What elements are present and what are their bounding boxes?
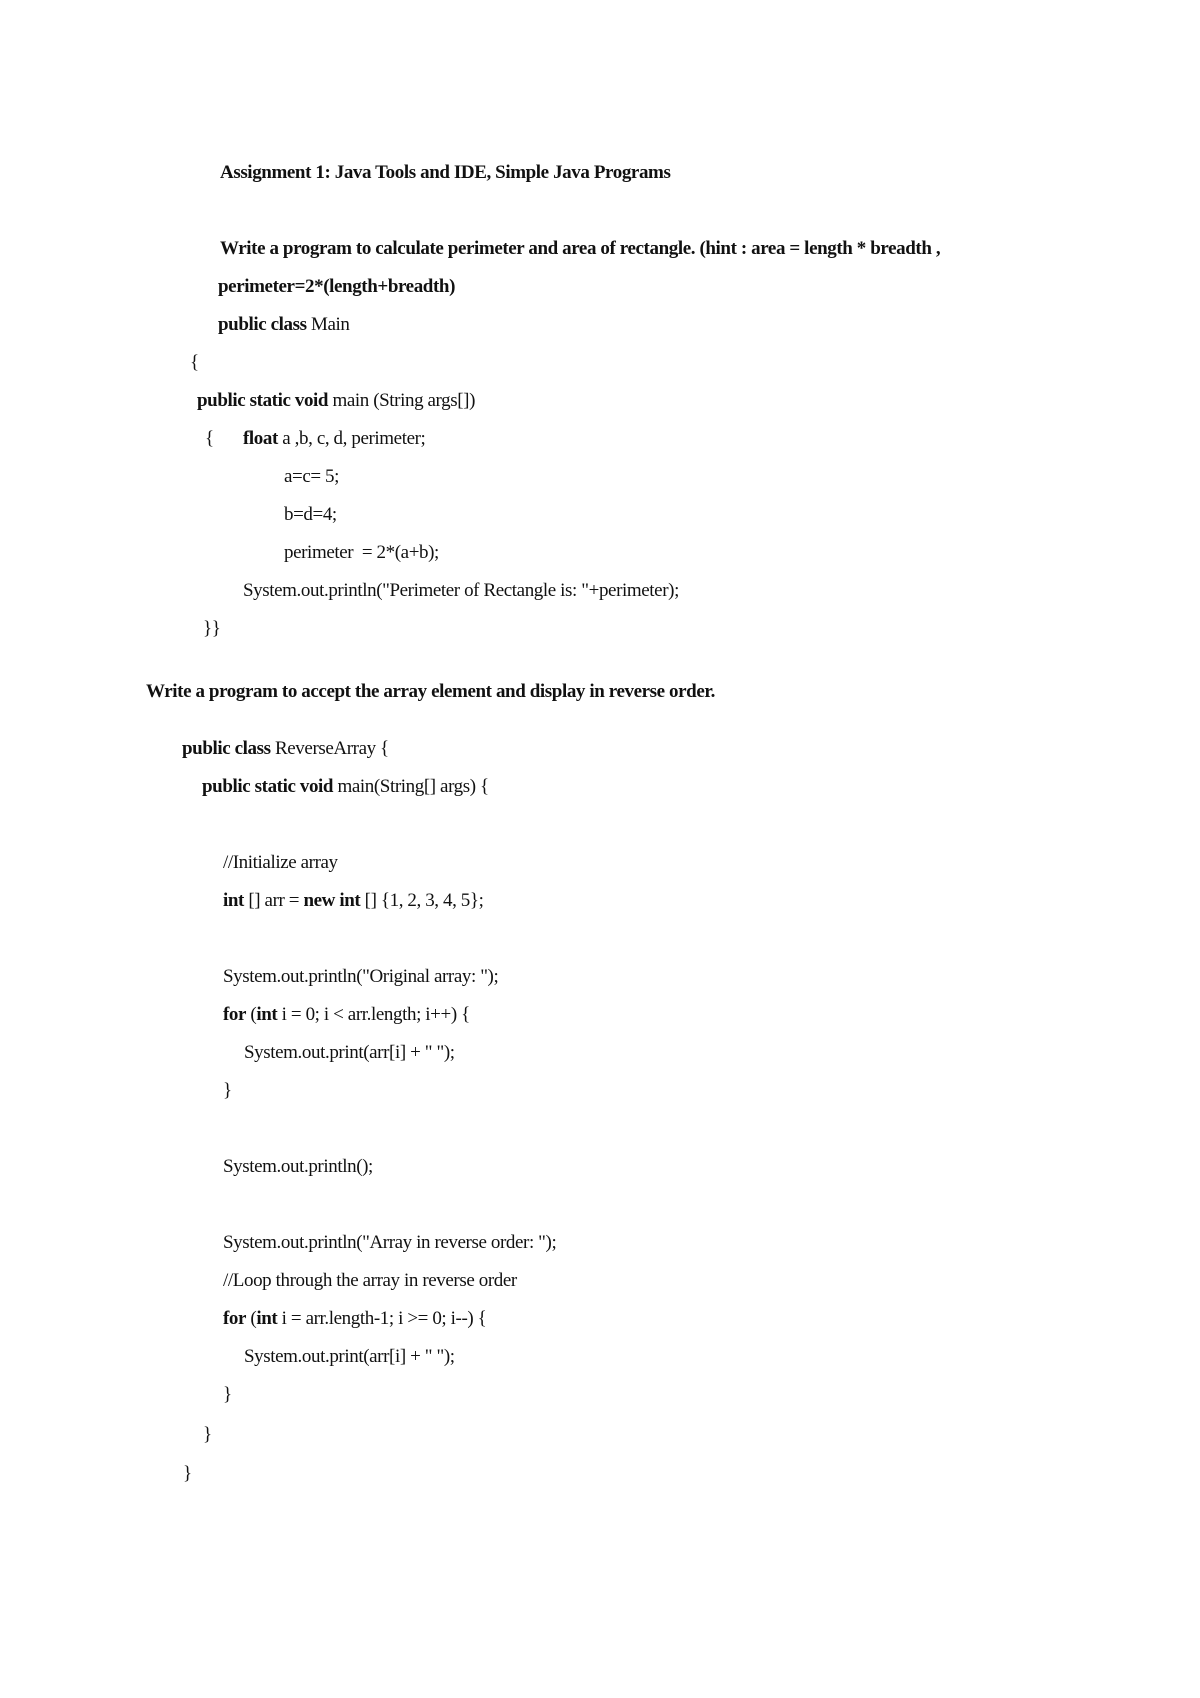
code-line-print-elem-2: System.out.print(arr[i] + " "); <box>244 1346 455 1367</box>
code-line-close-for-2: } <box>223 1384 232 1405</box>
code-line-class-main <box>218 314 350 336</box>
code-text: a ,b, c, d, perimeter; <box>277 428 426 449</box>
code-line-main-signature <box>197 390 475 412</box>
code-line-class-reverse <box>182 738 389 760</box>
code-line-println-empty: System.out.println(); <box>223 1156 373 1177</box>
code-line-open-brace: { <box>190 352 199 373</box>
code-line-close-for-1: } <box>223 1080 232 1101</box>
task2-heading: Write a program to accept the array element and display in reverse order. <box>146 681 716 702</box>
code-line-print-original: System.out.println("Original array: "); <box>223 966 499 987</box>
code-line-assign-ac: a=c= 5; <box>284 466 340 487</box>
code-text: [] arr = <box>243 890 304 911</box>
code-line-close-braces: }} <box>203 618 221 639</box>
code-text: main (String args[]) <box>328 390 476 411</box>
code-text: i = 0; i < arr.length; i++) { <box>277 1004 470 1025</box>
assignment-title: Assignment 1: Java Tools and IDE, Simple Java Programs <box>220 162 671 183</box>
keyword: int <box>256 1308 278 1329</box>
keyword: public class <box>218 314 307 335</box>
code-text: ( <box>246 1308 257 1329</box>
keyword: for <box>223 1004 247 1025</box>
code-line-for-forward <box>223 1004 470 1026</box>
code-line-print-reverse: System.out.println("Array in reverse order: "); <box>223 1232 557 1253</box>
keyword: int <box>223 890 244 911</box>
keyword: for <box>223 1308 247 1329</box>
code-line-main-signature-2 <box>202 776 489 798</box>
code-text: i = arr.length-1; i >= 0; i--) { <box>277 1308 487 1329</box>
keyword: public class <box>182 738 271 759</box>
code-line-float-decl <box>243 428 425 450</box>
code-comment-initialize: //Initialize array <box>223 852 338 873</box>
code-text: [] {1, 2, 3, 4, 5}; <box>360 890 484 911</box>
code-line-print-perimeter: System.out.println("Perimeter of Rectangle is: "+perimeter); <box>243 580 679 601</box>
code-text: main(String[] args) { <box>333 776 489 797</box>
keyword: public static void <box>197 390 329 411</box>
code-text: ( <box>246 1004 257 1025</box>
code-line-array-decl <box>223 890 484 912</box>
code-line-for-reverse <box>223 1308 486 1330</box>
code-line-assign-bd: b=d=4; <box>284 504 337 525</box>
code-line-close-main: } <box>203 1424 212 1445</box>
code-line-open-brace-2: { <box>205 428 236 449</box>
code-line-close-class: } <box>183 1463 192 1484</box>
keyword: new <box>303 890 335 911</box>
task1-heading-line2: perimeter=2*(length+breadth) <box>218 276 455 297</box>
code-text: ReverseArray { <box>270 738 389 759</box>
code-text: Main <box>306 314 350 335</box>
code-comment-loop: //Loop through the array in reverse order <box>223 1270 517 1291</box>
code-line-print-elem-1: System.out.print(arr[i] + " "); <box>244 1042 455 1063</box>
task1-heading-line1: Write a program to calculate perimeter and area of rectangle. (hint : area = length * breadth , <box>220 238 941 259</box>
code-line-perimeter-calc: perimeter = 2*(a+b); <box>284 542 439 563</box>
keyword: float <box>243 428 278 449</box>
keyword: int <box>339 890 361 911</box>
keyword: int <box>256 1004 278 1025</box>
keyword: public static void <box>202 776 334 797</box>
